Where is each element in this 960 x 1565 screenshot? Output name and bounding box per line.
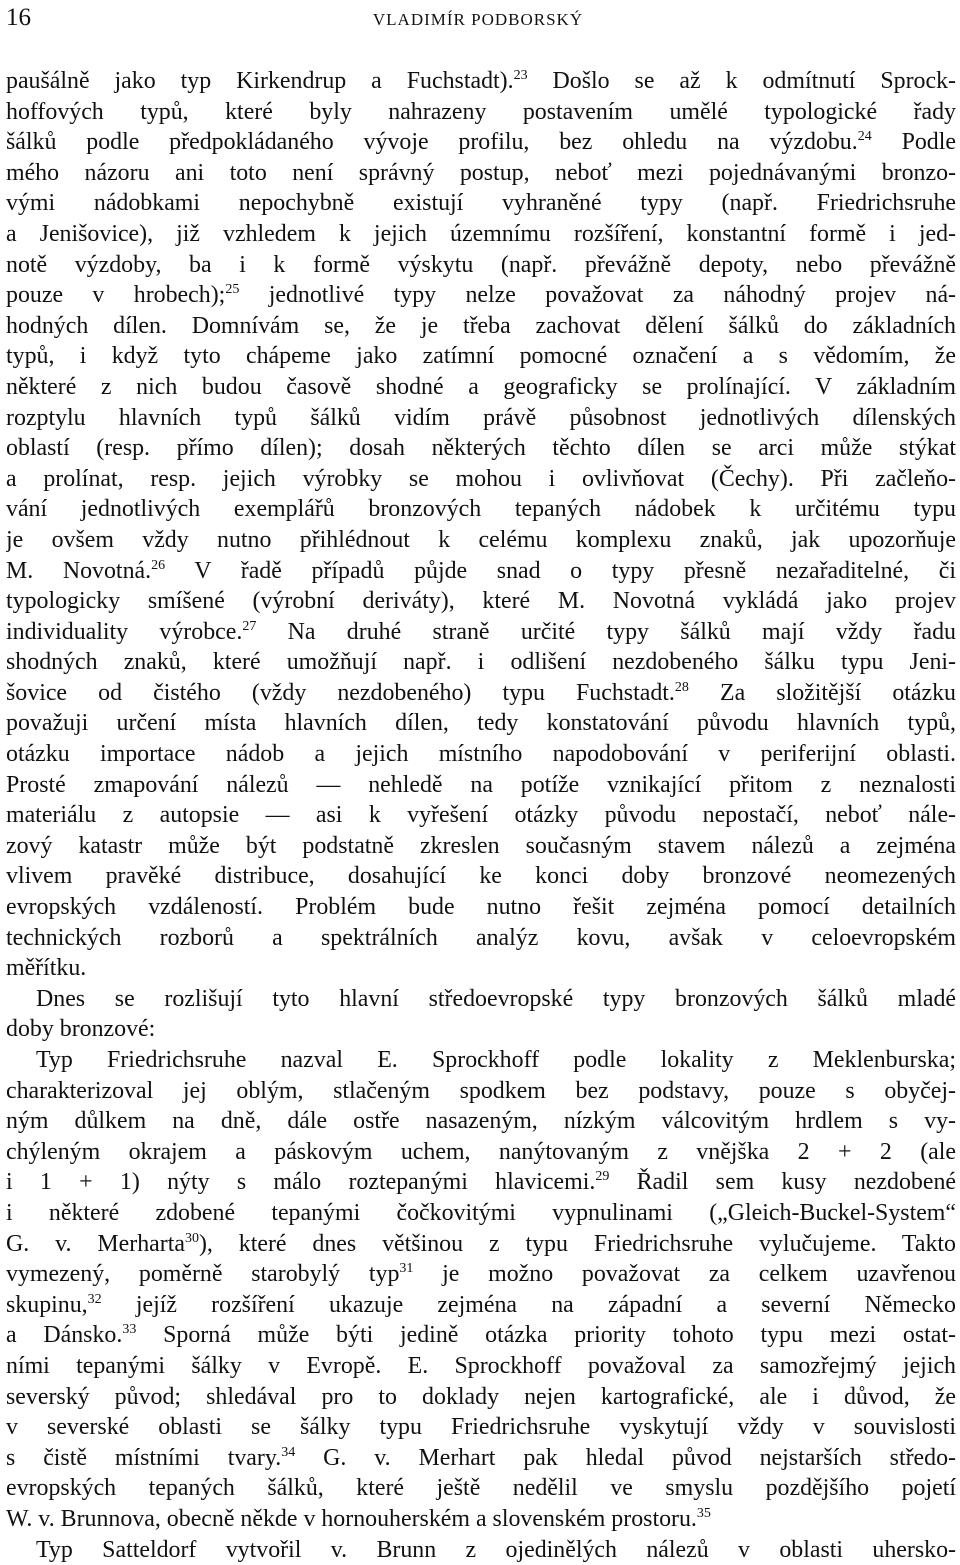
text-line-content: individuality výrobce. — [6, 619, 242, 645]
text-line — [6, 1106, 956, 1137]
text-line — [6, 556, 956, 587]
text-line-content: typologicky smíšené (výrobní deriváty), které M. Novotná vykládá jako projev — [6, 588, 956, 614]
text-line-content: šovice od čistého (vždy nezdobeného) typu Fuchstadt. — [6, 680, 675, 706]
text-line-content: a prolínat, resp. jejich výrobky se mohou i ovlivňovat (Čechy). Při začleňo- — [6, 466, 956, 492]
text-line-content: hoffových typů, které byly nahrazeny postavením umělé typologické řady — [6, 99, 956, 125]
footnote-reference: 34 — [281, 1445, 295, 1460]
text-line-continuation: Podle — [872, 129, 956, 155]
text-line — [6, 1535, 956, 1565]
text-line — [6, 1382, 956, 1413]
text-line — [6, 494, 956, 525]
text-line — [6, 372, 956, 403]
text-line-content: mého názoru ani toto není správný postup, neboť mezi pojednávanými bronzo- — [6, 160, 956, 186]
text-line-content: s čistě místními tvary. — [6, 1445, 281, 1471]
text-line — [6, 923, 956, 954]
text-line — [6, 341, 956, 372]
text-line-content: i 1 + 1) nýty s málo roztepanými hlavicemi. — [6, 1169, 595, 1195]
text-line-content: skupinu, — [6, 1292, 88, 1318]
text-line-content: evropských vzdáleností. Problém bude nutno řešit zejména pomocí detailních — [6, 894, 956, 920]
text-line-content: rozptylu hlavních typů šálků vidím právě působnost jednotlivých dílenských — [6, 405, 956, 431]
text-line-content: Dnes se rozlišují tyto hlavní středoevropské typy bronzových šálků mladé — [36, 986, 956, 1012]
text-line-content: shodných znaků, které umožňují např. i odlišení nezdobeného šálku typu Jeni- — [6, 649, 956, 675]
text-line — [6, 97, 956, 128]
text-line-content: oblastí (resp. přímo dílen); dosah některých těchto dílen se arci může stýkat — [6, 435, 956, 461]
footnote-reference: 30 — [185, 1231, 199, 1246]
text-line-continuation: jednotlivé typy nelze považovat za náhodný projev ná- — [239, 282, 956, 308]
page-number: 16 — [6, 4, 31, 32]
text-line-content: materiálu z autopsie — asi k vyřešení otázky původu nepostačí, neboť nále- — [6, 802, 956, 828]
footnote-reference: 33 — [122, 1322, 136, 1337]
text-line-content: vymezený, poměrně starobylý typ — [6, 1261, 399, 1287]
text-line-content: M. Novotná. — [6, 558, 151, 584]
text-line-continuation: G. v. Merhart pak hledal původ nejstarších středo- — [295, 1445, 956, 1471]
text-line — [6, 250, 956, 281]
text-line-content: charakterizoval jej oblým, stlačeným spodkem bez podstavy, pouze s obyčej- — [6, 1078, 956, 1104]
running-head: VLADIMÍR PODBORSKÝ — [6, 10, 950, 30]
text-line-content: některé z nich budou časově shodné a geograficky se prolínající. V základním — [6, 374, 956, 400]
text-line — [6, 1229, 956, 1260]
text-line-content: otázku importace nádob a jejich místního napodobování v periferijní oblasti. — [6, 741, 956, 767]
text-line — [6, 1443, 956, 1474]
text-line — [6, 831, 956, 862]
text-line — [6, 1259, 956, 1290]
text-line — [6, 433, 956, 464]
text-line-continuation: Sporná může býti jedině otázka priority tohoto typu mezi ostat- — [136, 1322, 956, 1348]
text-line-content: šálků podle předpokládaného vývoje profilu, bez ohledu na výzdobu. — [6, 129, 858, 155]
text-line — [6, 617, 956, 648]
text-line — [6, 1014, 956, 1045]
text-line-continuation: Za složitější otázku — [689, 680, 956, 706]
text-line — [6, 127, 956, 158]
text-line-content: typů, i když tyto chápeme jako zatímní pomocné označení a s vědomím, že — [6, 343, 956, 369]
text-line-content: pouze v hrobech); — [6, 282, 225, 308]
text-line-content: měřítku. — [6, 955, 86, 981]
text-line-content: považuji určení místa hlavních dílen, tedy konstatování původu hlavních typů, — [6, 710, 956, 736]
footnote-reference: 25 — [225, 282, 239, 297]
text-line — [6, 708, 956, 739]
text-line-continuation: Došlo se až k odmítnutí Sprock- — [528, 68, 956, 94]
text-line-continuation: ), které dnes většinou z typu Friedrichsruhe vylučujeme. Takto — [199, 1231, 956, 1257]
text-line-content: chýleným okrajem a páskovým uchem, nanýtovaným z vnějška 2 + 2 (ale — [6, 1139, 956, 1165]
text-line — [6, 188, 956, 219]
text-line-content: vými nádobkami nepochybně existují vyhraněné typy (např. Friedrichsruhe — [6, 190, 956, 216]
page-header — [6, 4, 950, 38]
text-line-content: v severské oblasti se šálky typu Friedrichsruhe vyskytují vždy v souvislosti — [6, 1414, 956, 1440]
text-line — [6, 311, 956, 342]
text-line — [6, 1045, 956, 1076]
footnote-reference: 32 — [88, 1292, 102, 1307]
text-line-content: notě výzdoby, ba i k formě výskytu (např. převážně depoty, nebo převážně — [6, 252, 956, 278]
text-line — [6, 739, 956, 770]
text-line — [6, 1504, 956, 1535]
text-line — [6, 861, 956, 892]
text-line — [6, 953, 956, 984]
text-line-content: a Jenišovice), již vzhledem k jejich územnímu rozšíření, konstantní formě i jed- — [6, 221, 956, 247]
footnote-reference: 24 — [858, 129, 872, 144]
body-text — [6, 66, 956, 1565]
text-line — [6, 678, 956, 709]
text-line — [6, 984, 956, 1015]
text-line — [6, 647, 956, 678]
text-line — [6, 1473, 956, 1504]
footnote-reference: 27 — [242, 619, 256, 634]
text-line-content: technických rozborů a spektrálních analýz kovu, avšak v celoevropském — [6, 925, 956, 951]
footnote-reference: 26 — [151, 558, 165, 573]
text-line — [6, 800, 956, 831]
text-line-content: G. v. Merharta — [6, 1231, 185, 1257]
footnote-reference: 28 — [675, 680, 689, 695]
text-line — [6, 403, 956, 434]
text-line-content: doby bronzové: — [6, 1016, 155, 1042]
text-line-continuation: Řadil sem kusy nezdobené — [609, 1169, 956, 1195]
text-line — [6, 1412, 956, 1443]
text-line-content: Prosté zmapování nálezů — nehledě na potíže vznikající přitom z neznalosti — [6, 772, 956, 798]
text-line-continuation: V řadě případů půjde snad o typy přesně nezařaditelné, či — [165, 558, 956, 584]
text-line-content: W. v. Brunnova, obecně někde v hornouherském a slovenském prostoru. — [6, 1506, 697, 1532]
text-line-continuation: jejíž rozšíření ukazuje zejména na západní a severní Německo — [102, 1292, 956, 1318]
footnote-reference: 35 — [697, 1506, 711, 1521]
text-line-content: a Dánsko. — [6, 1322, 122, 1348]
text-line-content: Typ Friedrichsruhe nazval E. Sprockhoff podle lokality z Meklenburska; — [36, 1047, 956, 1073]
text-line — [6, 158, 956, 189]
text-line-content: je ovšem vždy nutno přihlédnout k celému komplexu znaků, jak upozorňuje — [6, 527, 956, 553]
text-line-content: evropských tepaných šálků, které ještě nedělil ve smyslu pozdějšího pojetí — [6, 1475, 956, 1501]
text-line-content: ními tepanými šálky v Evropě. E. Sprockhoff považoval za samozřejmý jejich — [6, 1353, 956, 1379]
text-line-content: i některé zdobené tepanými čočkovitými vypnulinami („Gleich-Buckel-System“ — [6, 1200, 956, 1226]
footnote-reference: 31 — [399, 1261, 413, 1276]
text-line — [6, 1137, 956, 1168]
text-line — [6, 1198, 956, 1229]
text-line — [6, 66, 956, 97]
text-line — [6, 586, 956, 617]
text-line-content: vání jednotlivých exemplářů bronzových tepaných nádobek k určitému typu — [6, 496, 956, 522]
text-line — [6, 1290, 956, 1321]
text-line — [6, 1076, 956, 1107]
text-line — [6, 280, 956, 311]
footnote-reference: 29 — [595, 1169, 609, 1184]
text-line-content: ným důlkem na dně, dále ostře nasazeným, nízkým válcovitým hrdlem s vy- — [6, 1108, 956, 1134]
text-line — [6, 1351, 956, 1382]
text-line-continuation: Na druhé straně určité typy šálků mají vždy řadu — [256, 619, 956, 645]
text-line — [6, 525, 956, 556]
text-line-content: Typ Satteldorf vytvořil v. Brunn z ojedinělých nálezů v oblasti uhersko- — [36, 1537, 956, 1563]
text-line-content: zový katastr může být podstatně zkreslen současným stavem nálezů a zejména — [6, 833, 956, 859]
text-line-continuation: je možno považovat za celkem uzavřenou — [413, 1261, 956, 1287]
footnote-reference: 23 — [514, 68, 528, 83]
text-line — [6, 219, 956, 250]
text-line — [6, 770, 956, 801]
text-line — [6, 1167, 956, 1198]
text-line-content: severský původ; shledával pro to doklady nejen kartografické, ale i důvod, že — [6, 1384, 956, 1410]
text-line — [6, 1320, 956, 1351]
text-line-content: hodných dílen. Domnívám se, že je třeba zachovat dělení šálků do základních — [6, 313, 956, 339]
text-line-content: vlivem pravěké distribuce, dosahující ke konci doby bronzové neomezených — [6, 863, 956, 889]
text-line-content: paušálně jako typ Kirkendrup a Fuchstadt). — [6, 68, 514, 94]
text-line — [6, 892, 956, 923]
text-line — [6, 464, 956, 495]
